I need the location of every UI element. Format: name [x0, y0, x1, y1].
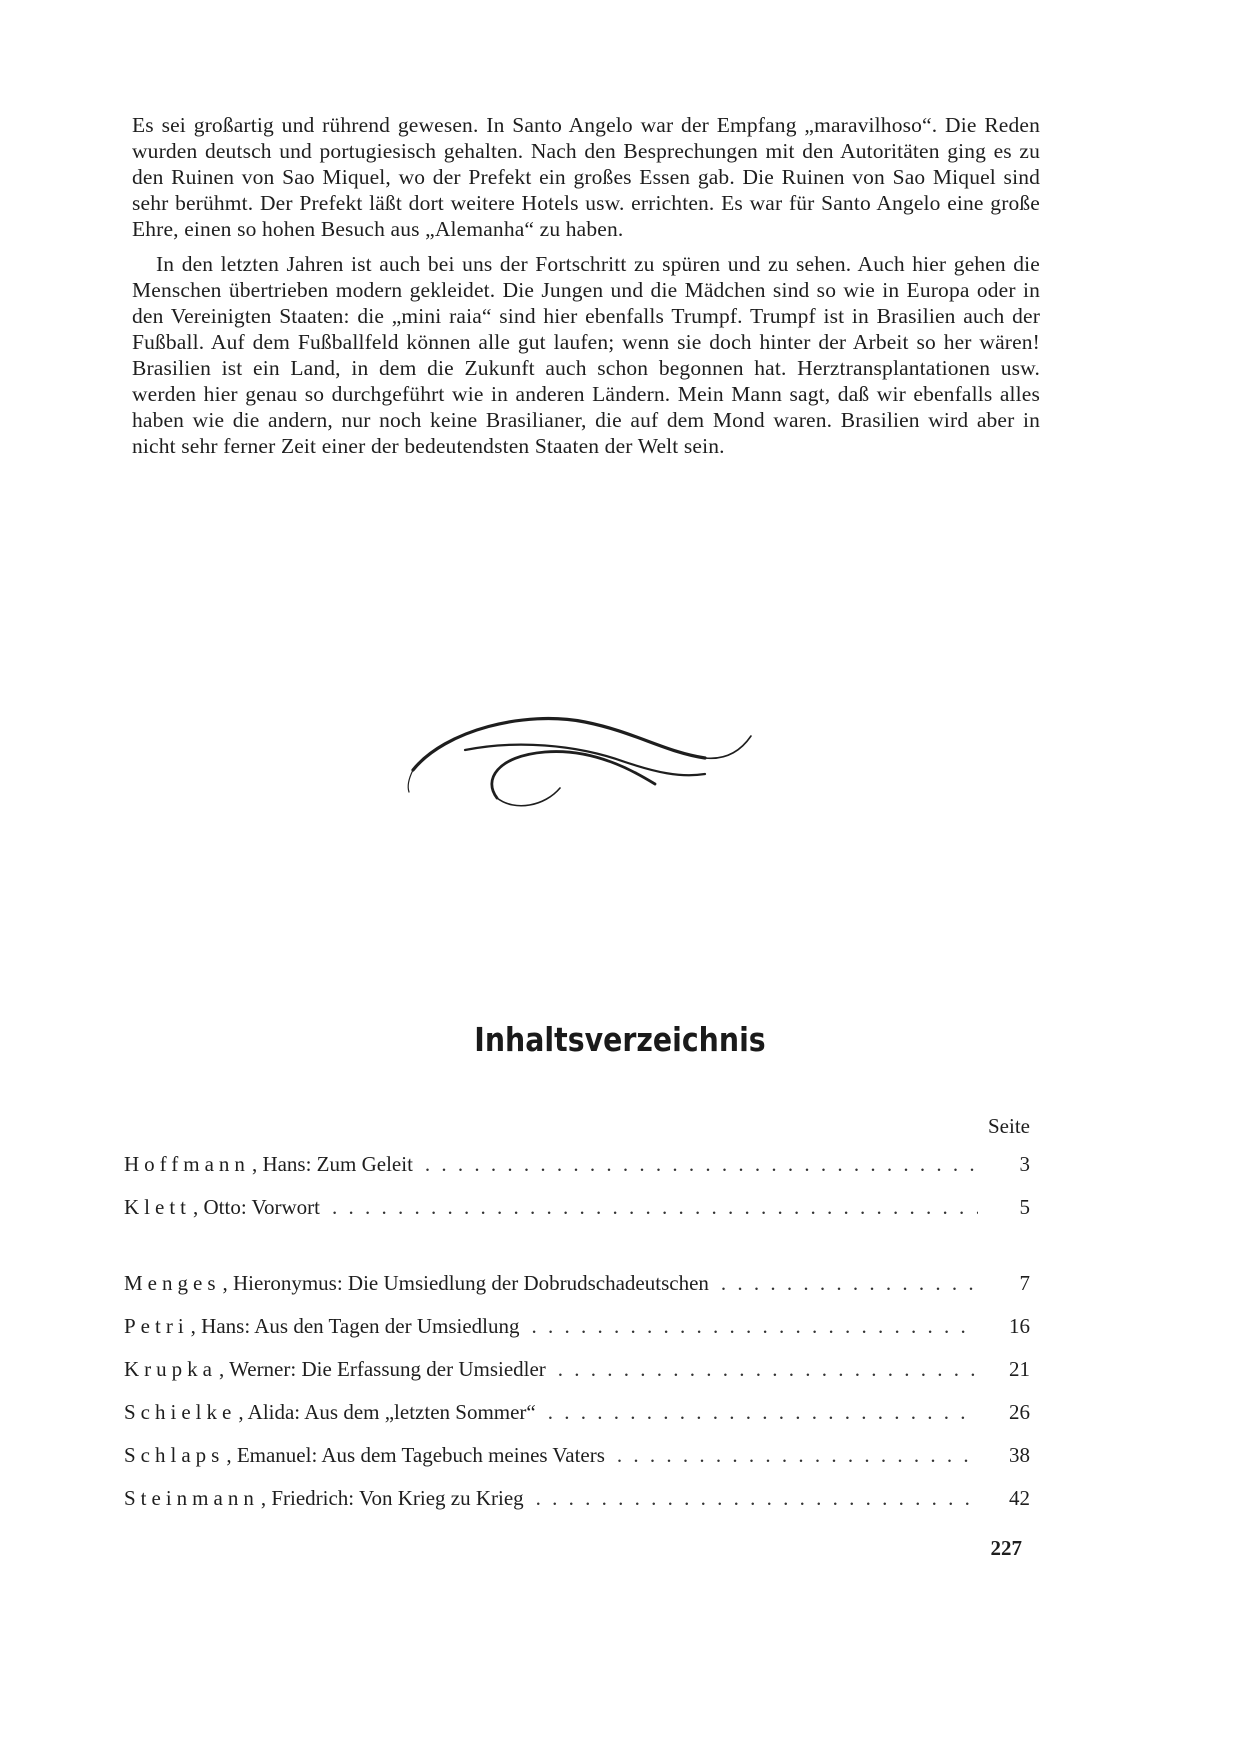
toc-entry — [124, 1400, 1030, 1443]
toc-entry-author: Petri — [124, 1314, 189, 1338]
toc-entry-author: Hoffmann — [124, 1152, 250, 1176]
toc-entry-title: , Hans: Aus den Tagen der Umsiedlung — [190, 1314, 520, 1338]
paragraph-2: In den letzten Jahren ist auch bei uns der Fortschritt zu spüren und zu sehen. Auch hier gehen die Menschen übertrieben modern gekleidet. Die Jungen und die Mädchen sind so wie in Europa oder in den Vereinigten Staaten: die „mini raia“ sind hier ebenfalls Trumpf. Trumpf ist in Brasilien auch der Fußball. Auf dem Fußballfeld können alle gut laufen; wenn sie doch hinter der Arbeit so her wären! Brasilien ist ein Land, in dem die Zukunft auch schon begonnen hat. Herztransplantationen usw. werden hier genau so durchgeführt wie in anderen Ländern. Mein Mann sagt, daß wir ebenfalls alles haben wie die andern, nur noch keine Brasilianer, die auf dem Mond waren. Brasilien wird aber in nicht sehr ferner Zeit einer der bedeutendsten Staaten der Welt sein. — [132, 252, 1040, 458]
toc-entry-title: , Friedrich: Von Krieg zu Krieg — [260, 1486, 524, 1510]
flourish-ornament-icon — [405, 700, 755, 815]
toc-entry — [124, 1271, 1030, 1314]
toc-entry-page: 26 — [1009, 1400, 1030, 1424]
toc-entry-author: Schlaps — [124, 1443, 225, 1467]
toc-entry — [124, 1314, 1030, 1357]
toc-entry — [124, 1357, 1030, 1400]
toc-page-column-label: Seite — [988, 1114, 1030, 1138]
toc-entry-author: Schielke — [124, 1400, 237, 1424]
toc-entry — [124, 1195, 1030, 1238]
toc-entry — [124, 1152, 1030, 1195]
toc-entry-page: 7 — [1019, 1271, 1030, 1295]
toc-entry-title: , Hieronymus: Die Umsiedlung der Dobrudschadeutschen — [222, 1271, 709, 1295]
toc-leader-dots — [721, 1271, 978, 1296]
toc-entry — [124, 1486, 1030, 1529]
toc-leader-dots — [425, 1152, 978, 1177]
toc-entry-author: Krupka — [124, 1357, 217, 1381]
toc-leader-dots — [617, 1443, 978, 1468]
toc-entry-page: 16 — [1009, 1314, 1030, 1338]
toc-entry — [124, 1443, 1030, 1486]
toc-entry-page: 21 — [1009, 1357, 1030, 1381]
paragraph-1: Es sei großartig und rührend gewesen. In Santo Angelo war der Empfang „maravilhoso“. Die Reden wurden deutsch und portugiesisch gehalten. Nach den Besprechungen mit den Autoritäten ging es zu den Ruinen von Sao Miquel, wo der Prefekt ein großes Essen gab. Die Ruinen von Sao Miquel sind sehr berühmt. Der Prefekt läßt dort weitere Hotels usw. errichten. Es war für Santo Angelo eine große Ehre, einen so hohen Besuch aus „Alemanha“ zu haben. — [132, 113, 1040, 241]
toc-heading: Inhaltsverzeichnis — [474, 1020, 766, 1059]
toc-entry-title: , Hans: Zum Geleit — [251, 1152, 413, 1176]
page-number: 227 — [990, 1536, 1022, 1560]
toc-entry-page: 5 — [1019, 1195, 1030, 1219]
toc-entry-author: Klett — [124, 1195, 191, 1219]
toc-entry-page: 38 — [1009, 1443, 1030, 1467]
toc-entry-author: Steinmann — [124, 1486, 259, 1510]
toc-entry-title: , Werner: Die Erfassung der Umsiedler — [218, 1357, 546, 1381]
toc-entry-page: 3 — [1019, 1152, 1030, 1176]
toc-list — [124, 1152, 1030, 1529]
toc-entry-title: , Emanuel: Aus dem Tagebuch meines Vaters — [226, 1443, 605, 1467]
toc-leader-dots — [532, 1314, 978, 1339]
toc-entry-page: 42 — [1009, 1486, 1030, 1510]
body-text — [132, 112, 1040, 468]
toc-leader-dots — [536, 1486, 978, 1511]
toc-leader-dots — [332, 1195, 978, 1220]
toc-leader-dots — [558, 1357, 978, 1382]
toc-leader-dots — [548, 1400, 978, 1425]
toc-entry-author: Menges — [124, 1271, 221, 1295]
toc-entry-title: , Otto: Vorwort — [193, 1195, 320, 1219]
toc-entry-title: , Alida: Aus dem „letzten Sommer“ — [238, 1400, 536, 1424]
